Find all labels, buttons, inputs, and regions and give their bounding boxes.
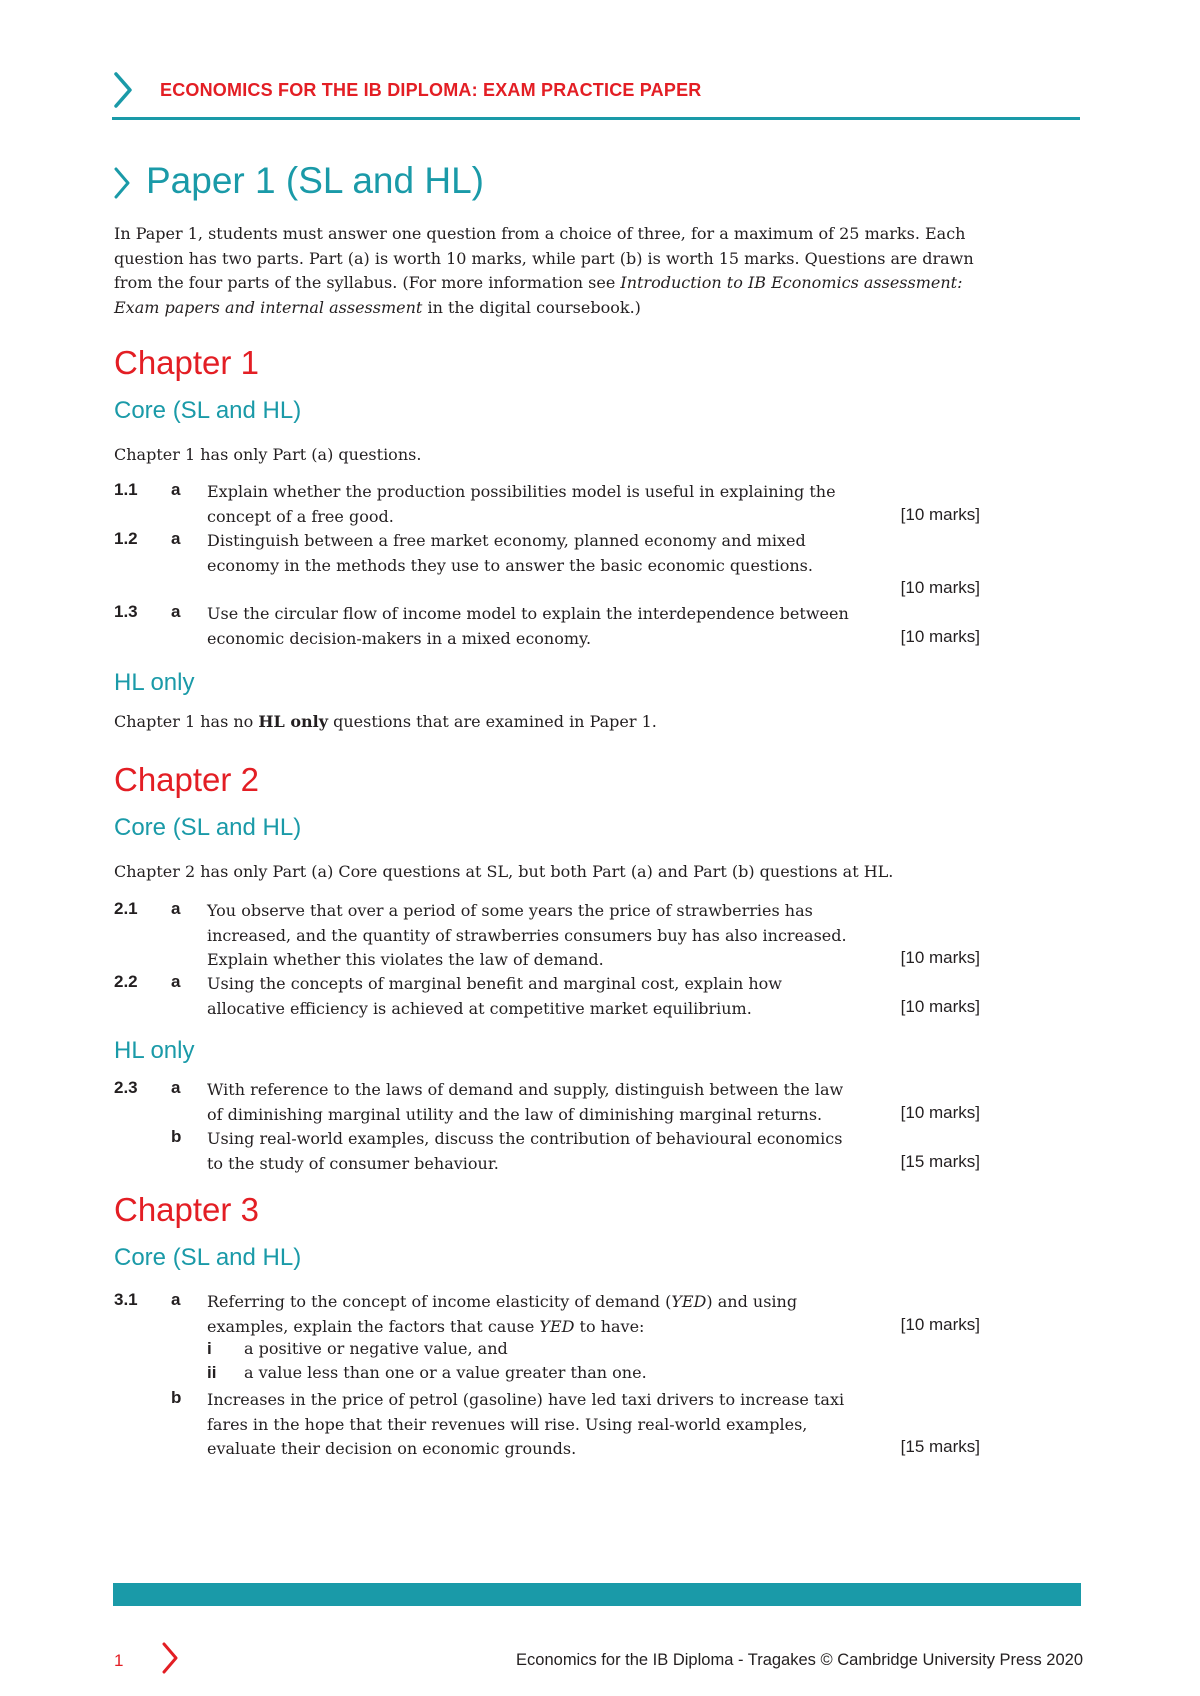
hl-note-bold: HL only xyxy=(258,712,329,731)
sub-item-number: i xyxy=(207,1339,212,1358)
chapter-1-core-heading: Core (SL and HL) xyxy=(114,397,302,424)
question-part: a xyxy=(171,972,181,991)
footer-bar xyxy=(113,1583,1081,1606)
question-number: 2.1 xyxy=(114,899,138,918)
chapter-3-heading: Chapter 3 xyxy=(114,1191,259,1228)
intro-text-end: in the digital coursebook.) xyxy=(422,297,641,317)
intro-text-start: In Paper 1, students must answer one question from a choice of three, for a maximum of 25 marks. Each question has two parts. Part (a) is worth 10 marks, while part (b) is worth 15 marks. Questions are drawn from the four parts of the syllabus. (For more information see xyxy=(114,224,974,292)
page-number: 1 xyxy=(114,1651,124,1670)
question-part: a xyxy=(171,529,181,548)
paper-title-chevron-icon xyxy=(112,165,132,201)
sub-item-text: a positive or negative value, and xyxy=(244,1339,508,1358)
chapter-2-core-heading: Core (SL and HL) xyxy=(114,814,302,841)
hl-note-end: questions that are examined in Paper 1. xyxy=(328,712,657,731)
question-marks: [10 marks] xyxy=(900,505,980,524)
question-part: b xyxy=(171,1388,182,1407)
footer-credit: Economics for the IB Diploma - Tragakes © Cambridge University Press 2020 xyxy=(516,1651,1083,1669)
question-part: a xyxy=(171,1290,181,1309)
question-text-part-1: Referring to the concept of income elasticity of demand ( xyxy=(207,1292,672,1311)
question-text xyxy=(207,1290,862,1339)
header-title: ECONOMICS FOR THE IB DIPLOMA: EXAM PRACTICE PAPER xyxy=(160,80,702,100)
sub-item-text: a value less than one or a value greater than one. xyxy=(244,1363,647,1382)
chapter-1-core-note: Chapter 1 has only Part (a) questions. xyxy=(114,445,422,464)
question-marks: [10 marks] xyxy=(900,1315,980,1334)
question-number: 3.1 xyxy=(114,1290,138,1309)
question-marks: [10 marks] xyxy=(900,578,980,597)
question-marks: [10 marks] xyxy=(900,997,980,1016)
question-marks: [15 marks] xyxy=(900,1437,980,1456)
footer-chevron-icon[interactable] xyxy=(161,1641,179,1675)
question-text: Explain whether the production possibilities model is useful in explaining the concept of a free good. xyxy=(207,482,836,526)
question-text: Increases in the price of petrol (gasoline) have led taxi drivers to increase taxi fares in the hope that their revenues will rise. Using real-world examples, evaluate their decision on economic grounds. xyxy=(207,1390,845,1458)
chapter-1-heading: Chapter 1 xyxy=(114,344,259,381)
hl-note-start: Chapter 1 has no xyxy=(114,712,259,731)
question-text: You observe that over a period of some years the price of strawberries has increased, and the quantity of strawberries consumers buy has also increased. Explain whether this violates the law of demand. xyxy=(207,901,847,969)
header-rule xyxy=(112,117,1080,120)
question-part: b xyxy=(171,1127,182,1146)
yed-term: YED xyxy=(671,1292,707,1311)
page-title: Paper 1 (SL and HL) xyxy=(146,160,484,201)
question-part: a xyxy=(171,1078,181,1097)
question-marks: [10 marks] xyxy=(900,1103,980,1122)
question-text: Using the concepts of marginal benefit and marginal cost, explain how allocative efficiency is achieved at competitive market equilibrium. xyxy=(207,974,782,1018)
question-number: 1.1 xyxy=(114,480,138,499)
question-marks: [15 marks] xyxy=(900,1152,980,1171)
chapter-3-core-heading: Core (SL and HL) xyxy=(114,1244,302,1271)
question-text: With reference to the laws of demand and supply, distinguish between the law of diminishing marginal utility and the law of diminishing marginal returns. xyxy=(207,1080,844,1124)
question-text: Distinguish between a free market economy, planned economy and mixed economy in the methods they use to answer the basic economic questions. xyxy=(207,531,813,575)
header-chevron-icon xyxy=(112,70,134,110)
question-number: 2.3 xyxy=(114,1078,138,1097)
question-text: Using real-world examples, discuss the contribution of behavioural economics to the study of consumer behaviour. xyxy=(207,1129,843,1173)
chapter-1-hl-note xyxy=(114,712,657,731)
question-text: Use the circular flow of income model to explain the interdependence between economic decision-makers in a mixed economy. xyxy=(207,604,849,648)
question-number: 1.2 xyxy=(114,529,138,548)
question-marks: [10 marks] xyxy=(900,627,980,646)
chapter-2-core-note: Chapter 2 has only Part (a) Core questions at SL, but both Part (a) and Part (b) questions at HL. xyxy=(114,862,894,881)
question-text-part-3: to have: xyxy=(574,1316,645,1336)
chapter-1-hl-heading: HL only xyxy=(114,669,195,696)
sub-item-number: ii xyxy=(207,1363,217,1382)
question-marks: [10 marks] xyxy=(900,948,980,967)
question-number: 1.3 xyxy=(114,602,138,621)
yed-term: YED xyxy=(539,1316,575,1336)
chapter-2-heading: Chapter 2 xyxy=(114,761,259,798)
question-part: a xyxy=(171,480,181,499)
question-part: a xyxy=(171,602,181,621)
chapter-2-hl-heading: HL only xyxy=(114,1037,195,1064)
question-part: a xyxy=(171,899,181,918)
question-text-part-2: ) and using examples, explain the factors that cause xyxy=(207,1292,798,1336)
question-number: 2.2 xyxy=(114,972,138,991)
intro-text-italic: Introduction to IB Economics assessment: Exam papers and internal assessment xyxy=(114,273,963,317)
intro-paragraph xyxy=(114,222,994,320)
